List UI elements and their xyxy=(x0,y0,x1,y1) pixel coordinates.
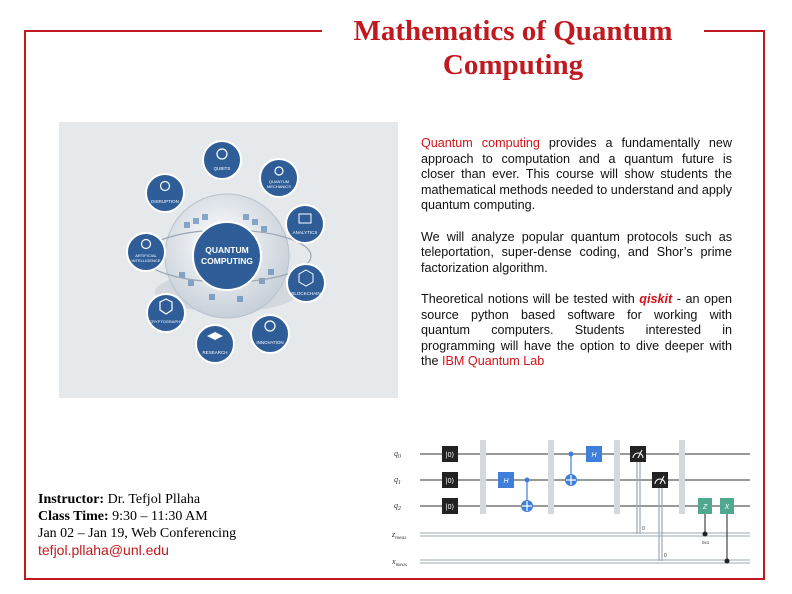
bit-label: 0 xyxy=(664,553,667,559)
class-time-line xyxy=(38,508,236,525)
node-label: ARTIFICIAL xyxy=(135,253,157,258)
wire-label-q1: $q_1$ xyxy=(394,475,401,486)
node-label: CRYPTOGRAPHY xyxy=(149,319,183,324)
wire-label-zmeas: $z_{meas}$ xyxy=(392,530,407,541)
control-dot xyxy=(525,478,530,483)
bit-label: 0 xyxy=(642,526,645,532)
init-label: |0⟩ xyxy=(445,504,455,511)
init-gates xyxy=(442,446,458,514)
class-time-label: Class Time: xyxy=(38,509,109,524)
page-title: Mathematics of Quantum Computing xyxy=(322,14,704,82)
node-label: MECHANICS xyxy=(266,184,292,189)
instructor-email-link[interactable]: tefjol.pllaha@unl.edu xyxy=(38,542,169,558)
class-time: 9:30 – 11:30 AM xyxy=(108,509,208,524)
x-gate-label: X xyxy=(724,504,730,511)
quantum-circuit-diagram xyxy=(386,434,754,574)
h-gate-label: H xyxy=(591,452,597,459)
instructor-name: Dr. Tefjol Pllaha xyxy=(104,492,201,507)
node-artificial-intelligence xyxy=(127,233,165,271)
node-label: INNOVATION xyxy=(256,340,284,345)
node-label: DISRUPTION xyxy=(151,199,179,204)
node-label: RESEARCH xyxy=(202,350,228,355)
quantum-computing-graphic xyxy=(59,122,398,398)
node-research xyxy=(196,325,234,363)
node-label: ANALYTICS xyxy=(292,230,318,235)
node-blockchain xyxy=(287,264,325,302)
node-cryptography xyxy=(147,294,185,332)
description-text: provides a fundamentally new approach to computation and a quantum future is closer than ever. This course will show students the mathematical methods needed to understand and apply quantum computing. xyxy=(421,136,732,213)
ibm-quantum-lab-link[interactable]: IBM Quantum Lab xyxy=(442,354,545,369)
description-paragraph-3 xyxy=(421,292,732,370)
description-text: Theoretical notions will be tested with xyxy=(421,291,640,306)
course-description xyxy=(421,136,732,386)
node-label: BLOCKCHAIN xyxy=(291,291,321,296)
node-disruption xyxy=(146,174,184,212)
node-label: QUANTUM xyxy=(268,179,290,184)
wire-label-q0: $q_0$ xyxy=(394,449,401,460)
qiskit-link[interactable]: qiskit xyxy=(639,291,673,306)
z-gate-label: Z xyxy=(702,504,708,511)
h-gate-label: H xyxy=(503,478,509,485)
node-qubits xyxy=(203,141,241,179)
center-label-1: QUANTUM xyxy=(205,245,249,255)
measure-gate xyxy=(652,472,668,488)
wire-label-q2: $q_2$ xyxy=(394,501,401,512)
quantum-computing-link[interactable]: Quantum computing xyxy=(421,136,540,150)
description-paragraph-1 xyxy=(421,136,732,214)
ctrl-label: 0x1 xyxy=(702,540,710,545)
quantum-graphic-svg xyxy=(59,122,398,398)
measure-gate xyxy=(630,446,646,462)
instructor-line xyxy=(38,491,236,508)
node-innovation xyxy=(251,315,289,353)
node-quantum-mechanics xyxy=(260,159,298,197)
node-label: QUBITS xyxy=(213,166,231,171)
classical-wires xyxy=(420,533,750,563)
circuit-svg xyxy=(386,434,754,574)
init-label: |0⟩ xyxy=(445,478,455,485)
wire-label-xmeas: $x_{meas}$ xyxy=(392,557,407,568)
control-dot xyxy=(569,452,574,457)
init-label: |0⟩ xyxy=(445,452,455,459)
node-label: INTELLIGENCE xyxy=(131,258,161,263)
instructor-label: Instructor: xyxy=(38,492,105,507)
center-label-2: COMPUTING xyxy=(201,256,253,266)
description-text: - an open source python based software for working with quantum computers. Students interested in programming will have the option to dive deeper with the xyxy=(421,291,732,369)
node-analytics xyxy=(286,205,324,243)
course-info xyxy=(38,491,236,559)
dates-line: Jan 02 – Jan 19, Web Conferencing xyxy=(38,526,237,541)
description-paragraph-2: We will analyze popular quantum protocols such as teleportation, super-dense coding, and Shor’s prime factorization algorithm. xyxy=(421,229,732,275)
